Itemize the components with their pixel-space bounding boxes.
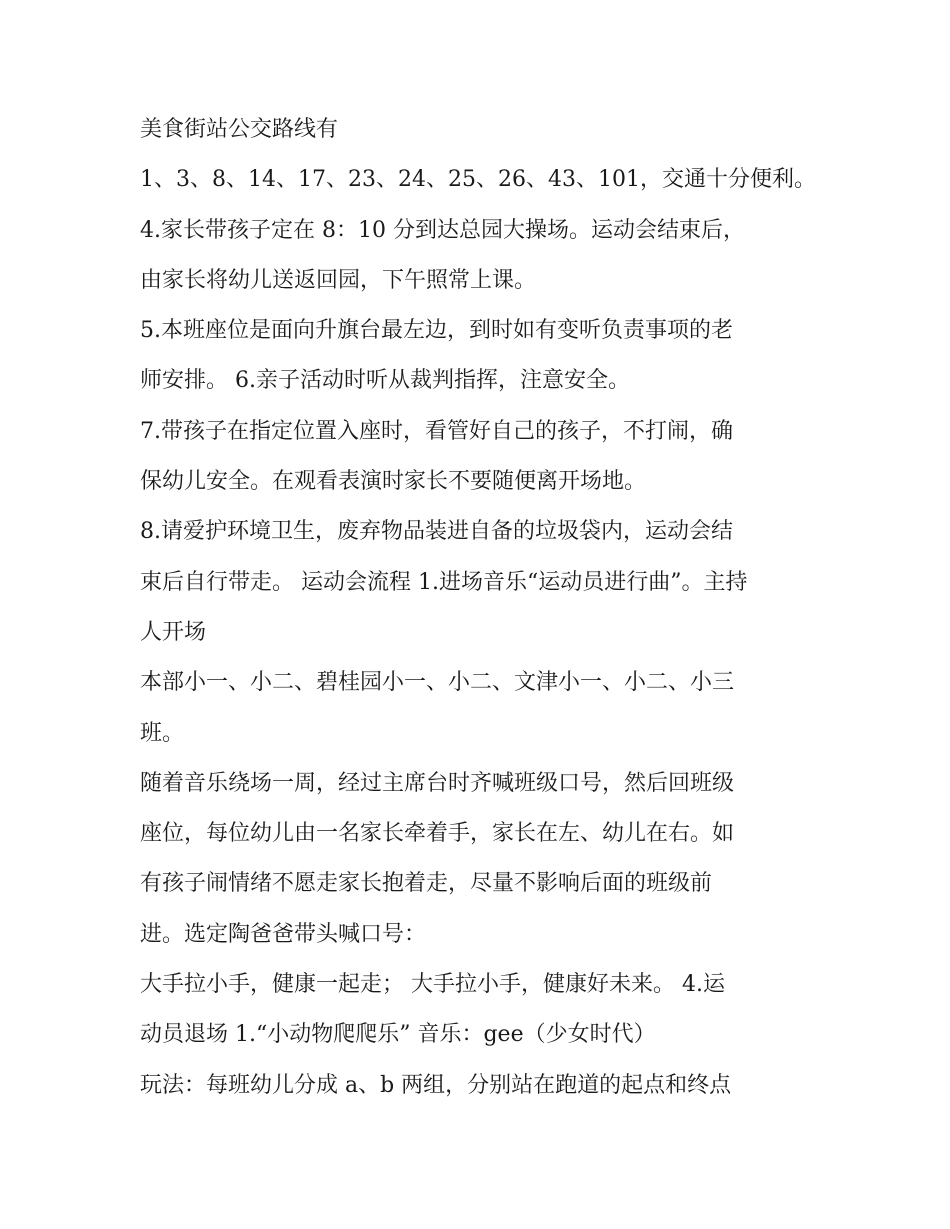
text-line: 1、3、8、14、17、23、24、25、26、43、101，交通十分便利。 (140, 167, 816, 193)
text-line: 大手拉小手，健康一起走； 大手拉小手，健康好未来。 4.运 (140, 972, 725, 998)
text-line: 束后自行带走。 运动会流程 1.进场音乐“运动员进行曲”。主持 (140, 569, 748, 595)
text-line: 班。 (140, 720, 185, 746)
text-line: 动员退场 1.“小动物爬爬乐” 音乐：gee（少女时代） (140, 1022, 656, 1048)
text-line: 随着音乐绕场一周，经过主席台时齐喊班级口号，然后回班级 (140, 770, 735, 796)
text-line: 座位，每位幼儿由一名家长牵着手，家长在左、幼儿在右。如 (140, 821, 735, 847)
document-body (140, 105, 820, 1111)
text-line: 进。选定陶爸爸带头喊口号： (140, 921, 427, 947)
text-line: 5.本班座位是面向升旗台最左边，到时如有变听负责事项的老 (140, 318, 733, 344)
text-line: 美食街站公交路线有 (140, 117, 339, 142)
text-line: 7.带孩子在指定位置入座时，看管好自己的孩子，不打闹，确 (140, 418, 733, 444)
text-line: 本部小一、小二、碧桂园小一、小二、文津小一、小二、小三 (140, 670, 735, 696)
text-line: 保幼儿安全。在观看表演时家长不要随便离开场地。 (140, 469, 647, 495)
text-line: 有孩子闹情绪不愿走家长抱着走，尽量不影响后面的班级前 (140, 871, 713, 897)
text-line: 师安排。 6.亲子活动时听从裁判指挥，注意安全。 (140, 368, 630, 394)
text-line: 4.家长带孩子定在 8：10 分到达总园大操场。运动会结束后， (140, 217, 745, 243)
text-line: 玩法：每班幼儿分成 a、b 两组，分别站在跑道的起点和终点 (140, 1072, 732, 1098)
text-line: 由家长将幼儿送返回园，下午照常上课。 (140, 267, 537, 293)
text-line: 人开场 (140, 619, 207, 645)
text-line: 8.请爱护环境卫生，废弃物品装进自备的垃圾袋内，运动会结 (140, 519, 733, 545)
